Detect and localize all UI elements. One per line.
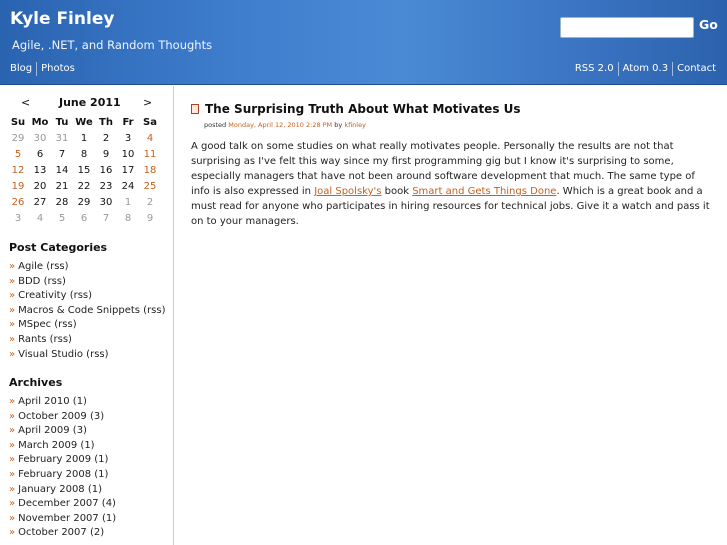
category-item[interactable]: [9, 289, 166, 304]
bullet-icon: »: [9, 304, 16, 316]
calendar-day: 6: [80, 212, 88, 224]
category-item[interactable]: [9, 318, 166, 333]
calendar-day: 10: [121, 148, 135, 160]
calendar-day: 31: [55, 132, 69, 144]
category-item[interactable]: [9, 260, 166, 275]
post-date-link[interactable]: Monday, April 12, 2010 2:28 PM: [228, 121, 333, 129]
archive-item[interactable]: [9, 410, 116, 425]
bullet-icon: »: [9, 498, 16, 510]
calendar-day: 13: [33, 164, 47, 176]
bullet-icon: »: [9, 439, 16, 451]
calendar-day: 30: [33, 132, 47, 144]
calendar-day-header: Tu: [55, 116, 69, 128]
category-item[interactable]: [9, 304, 166, 319]
calendar-day: 27: [33, 196, 47, 208]
archive-item[interactable]: [9, 468, 116, 483]
bullet-icon: »: [9, 410, 16, 422]
post-categories-list: [9, 260, 166, 362]
joel-spolsky-link[interactable]: Joal Spolsky's: [314, 186, 382, 197]
calendar-week: [7, 194, 162, 210]
post-body-text: . Which is a great book and a must read for anyone who participates in hiring resources for technical jobs. Give it a watch and pass it on to your managers.: [191, 186, 710, 227]
bullet-icon: »: [9, 468, 16, 480]
calendar-day-header: Sa: [143, 116, 157, 128]
archive-label: December 2007 (4): [18, 498, 116, 510]
nav-right: [571, 62, 720, 76]
archive-item[interactable]: [9, 526, 116, 541]
calendar-day: 29: [77, 196, 91, 208]
sidebar: [0, 86, 174, 545]
site-title[interactable]: Kyle Finley: [10, 9, 115, 29]
calendar-day: 23: [99, 180, 113, 192]
calendar-day: 12: [11, 164, 25, 176]
nav-photos-link[interactable]: Photos: [41, 63, 75, 74]
archive-item[interactable]: [9, 439, 116, 454]
calendar-day: 2: [146, 196, 154, 208]
go-button[interactable]: Go: [699, 17, 718, 32]
archive-item[interactable]: [9, 453, 116, 468]
calendar-day: 8: [80, 148, 88, 160]
post-document-icon: [191, 104, 199, 114]
calendar-day: 3: [14, 212, 22, 224]
bullet-icon: »: [9, 290, 16, 302]
post-author-link[interactable]: kfinley: [344, 121, 366, 129]
category-label: Rants (rss): [18, 333, 72, 345]
site-tagline: Agile, .NET, and Random Thoughts: [12, 38, 213, 52]
category-label: Creativity (rss): [18, 290, 93, 302]
bullet-icon: »: [9, 261, 16, 272]
calendar-day: 30: [99, 196, 113, 208]
calendar-day-header: Mo: [31, 116, 49, 128]
calendar-day: 8: [124, 212, 132, 224]
calendar-day: 17: [121, 164, 135, 176]
calendar-day: 7: [58, 148, 66, 160]
calendar-day: 4: [36, 212, 44, 224]
bullet-icon: »: [9, 275, 16, 287]
calendar-day: 22: [77, 180, 91, 192]
calendar-day: 29: [11, 132, 25, 144]
post-meta-posted: posted: [204, 121, 227, 129]
archive-label: April 2009 (3): [18, 425, 87, 437]
bullet-icon: »: [9, 319, 16, 331]
calendar-day: 11: [143, 148, 157, 160]
calendar-week: [7, 162, 162, 178]
archive-label: March 2009 (1): [18, 439, 95, 451]
archive-label: January 2008 (1): [18, 483, 103, 495]
nav-rss-link[interactable]: RSS 2.0: [574, 63, 614, 74]
search-input[interactable]: [560, 17, 694, 38]
calendar-day: 5: [14, 148, 22, 160]
calendar-prev-button[interactable]: <: [21, 96, 31, 109]
calendar-week: [7, 210, 162, 226]
post-body-text: A good talk on some studies on what really motivates people. Personally the results are not that surprising as I've felt this way since my first programming gig but I know it's surprising to some, especially managers that have not been around software development that much. The same type of info is also expressed in: [191, 141, 695, 197]
bullet-icon: »: [9, 527, 16, 539]
calendar-day-header: Su: [10, 116, 26, 128]
archive-label: February 2008 (1): [18, 468, 109, 480]
post-categories-heading: Post Categories: [9, 241, 108, 254]
archive-label: April 2010 (1): [18, 396, 87, 407]
bullet-icon: »: [9, 483, 16, 495]
calendar-day: 7: [102, 212, 110, 224]
bullet-icon: »: [9, 396, 16, 407]
calendar-week: [7, 178, 162, 194]
calendar-day: 3: [124, 132, 132, 144]
archive-item[interactable]: [9, 512, 116, 527]
archive-label: October 2007 (2): [18, 527, 105, 539]
calendar-day-header: Th: [99, 116, 113, 128]
calendar-next-button[interactable]: >: [143, 96, 153, 109]
post-meta: [204, 121, 366, 129]
post-title[interactable]: The Surprising Truth About What Motivates Us: [205, 102, 521, 116]
category-item[interactable]: [9, 333, 166, 348]
archives-list: [9, 395, 116, 541]
calendar-day: 6: [36, 148, 44, 160]
post-meta-by: by: [334, 121, 343, 129]
post-body-text: book: [381, 186, 413, 197]
bullet-icon: »: [9, 425, 16, 437]
category-item[interactable]: [9, 348, 166, 363]
calendar-day: 9: [102, 148, 110, 160]
archive-label: October 2009 (3): [18, 410, 105, 422]
calendar-day: 14: [55, 164, 69, 176]
calendar-day: 21: [55, 180, 69, 192]
calendar-day: 4: [146, 132, 154, 144]
archive-item[interactable]: [9, 483, 116, 498]
archive-item[interactable]: [9, 424, 116, 439]
archive-label: February 2009 (1): [18, 454, 109, 466]
nav-left: [6, 62, 79, 76]
calendar-day: 2: [102, 132, 110, 144]
category-label: Macros & Code Snippets (rss): [18, 304, 166, 316]
archive-item[interactable]: [9, 395, 116, 410]
calendar-day: 20: [33, 180, 47, 192]
calendar-week: [7, 146, 162, 162]
calendar-day: 24: [121, 180, 135, 192]
calendar-week: [7, 130, 162, 146]
calendar-day: 5: [58, 212, 66, 224]
archives-heading: Archives: [9, 376, 63, 389]
archive-label: November 2007 (1): [18, 512, 117, 524]
smart-and-gets-things-done-link[interactable]: Smart and Gets Things Done: [412, 186, 557, 197]
archive-item[interactable]: [9, 497, 116, 512]
calendar-month-title: June 2011: [59, 96, 121, 109]
category-label: Agile (rss): [18, 261, 69, 272]
calendar-day: 1: [80, 132, 88, 144]
category-label: Visual Studio (rss): [18, 348, 109, 360]
nav-atom-link[interactable]: Atom 0.3: [622, 63, 669, 74]
calendar-day: 26: [11, 196, 25, 208]
bullet-icon: »: [9, 512, 16, 524]
category-item[interactable]: [9, 275, 166, 290]
calendar-day: 16: [99, 164, 113, 176]
bullet-icon: »: [9, 454, 16, 466]
calendar-header-row: [7, 114, 162, 130]
nav-blog-link[interactable]: Blog: [10, 63, 33, 74]
nav-contact-link[interactable]: Contact: [677, 63, 716, 74]
calendar-day-header: Fr: [122, 116, 134, 128]
bullet-icon: »: [9, 333, 16, 345]
calendar-day: 9: [146, 212, 154, 224]
category-label: MSpec (rss): [18, 319, 77, 331]
site-header: [0, 0, 727, 85]
calendar-day-header: We: [75, 116, 93, 128]
category-label: BDD (rss): [18, 275, 66, 287]
bullet-icon: »: [9, 348, 16, 360]
calendar-day: 28: [55, 196, 69, 208]
calendar-day: 19: [11, 180, 25, 192]
calendar-day: 15: [77, 164, 91, 176]
calendar-day: 18: [143, 164, 157, 176]
calendar-grid: [7, 114, 162, 226]
calendar-day: 1: [124, 196, 132, 208]
calendar-day: 25: [143, 180, 157, 192]
post-body: [191, 139, 711, 229]
